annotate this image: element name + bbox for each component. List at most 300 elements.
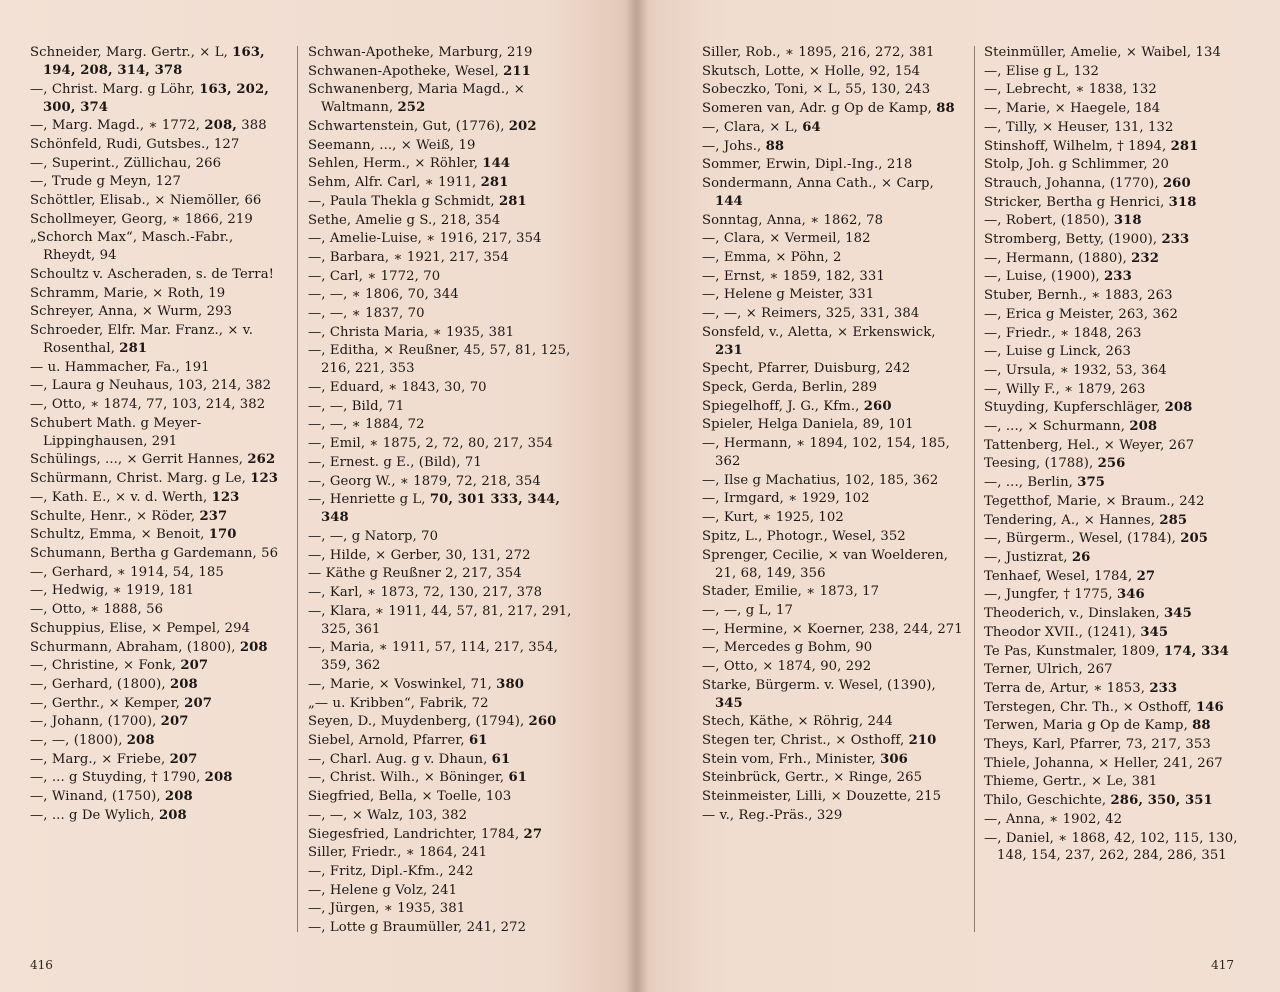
index-entry <box>308 249 572 267</box>
entry-text: —, Winand, (1750), <box>30 789 165 805</box>
index-entry <box>984 231 1246 249</box>
index-entry <box>702 583 964 601</box>
entry-text: —, Amelie-Luise, ∗ 1916, 217, 354 <box>308 231 542 247</box>
index-entry <box>984 343 1246 361</box>
entry-text: —, Carl, ∗ 1772, 70 <box>308 268 441 284</box>
entry-text: Te Pas, Kunstmaler, 1809, <box>984 643 1164 659</box>
entry-text: —, Maria, ∗ 1911, 57, 114, 217, 354, 359, 362 <box>308 640 559 674</box>
entry-page-ref-bold: 318 <box>1113 213 1142 229</box>
entry-text: —, ..., Berlin, <box>984 475 1078 491</box>
index-entry <box>30 117 286 135</box>
entry-text: —, Marg. Magd., ∗ 1772, <box>30 118 205 134</box>
entry-text: —, Laura g Neuhaus, 103, 214, 382 <box>30 378 272 394</box>
entry-text: Seyen, D., Muydenberg, (1794), <box>308 714 529 730</box>
index-entry <box>30 322 286 358</box>
entry-text: —, Marie, × Voswinkel, 71, <box>308 676 497 692</box>
entry-text: —, Lebrecht, ∗ 1838, 132 <box>984 82 1157 98</box>
index-entry <box>30 807 286 825</box>
index-entry <box>984 699 1246 717</box>
index-entry <box>30 303 286 321</box>
entry-page-ref-bold: 260 <box>863 398 892 414</box>
index-entry <box>308 268 572 286</box>
entry-page-ref-bold: 208, <box>204 118 237 134</box>
entry-page-ref-bold: 260 <box>528 714 557 730</box>
entry-text: Schwan-Apotheke, Marburg, 219 <box>308 45 533 60</box>
index-entry <box>30 285 286 303</box>
entry-page-ref-bold: 61 <box>468 733 488 749</box>
entry-text: —, Helene g Meister, 331 <box>702 287 875 303</box>
index-entry <box>30 451 286 469</box>
entry-text: —, —, Bild, 71 <box>308 398 405 414</box>
entry-page-ref-bold: 281 <box>1170 138 1199 154</box>
entry-page-ref-bold: 281 <box>119 341 148 357</box>
index-entry <box>702 547 964 583</box>
entry-text: —, Christ. Marg. g Löhr, <box>30 81 200 97</box>
entry-text: —, Hermine, × Koerner, 238, 244, 271 <box>702 621 963 637</box>
index-entry <box>308 305 572 323</box>
index-entry <box>702 156 964 174</box>
entry-text: Tattenberg, Hel., × Weyer, 267 <box>984 437 1195 453</box>
entry-text: Siller, Friedr., ∗ 1864, 241 <box>308 845 488 861</box>
index-entry <box>30 582 286 600</box>
index-entry <box>308 63 572 81</box>
entry-text: Schuppius, Elise, × Pempel, 294 <box>30 620 251 636</box>
index-entry <box>984 250 1246 268</box>
index-entry <box>308 118 572 136</box>
entry-text: —, Hilde, × Gerber, 30, 131, 272 <box>308 547 531 563</box>
entry-page-ref-bold: 207 <box>169 751 198 767</box>
entry-text: Schroeder, Elfr. Mar. Franz., × v. Rosenthal, <box>30 323 254 357</box>
entry-text: Schwanenberg, Maria Magd., × Waltmann, <box>308 82 525 116</box>
column-divider <box>297 46 298 932</box>
entry-text: —, Paula Thekla g Schmidt, <box>308 193 499 209</box>
index-entry <box>308 155 572 173</box>
entry-page-ref-bold: 208 <box>158 807 187 823</box>
entry-page-ref-bold: 375 <box>1077 475 1106 491</box>
entry-text: —, Tilly, × Heuser, 131, 132 <box>984 119 1174 135</box>
entry-text: Tendering, A., × Hannes, <box>984 512 1160 528</box>
entry-text: Schneider, Marg. Gertr., × L, <box>30 45 233 60</box>
index-entry <box>702 732 964 750</box>
entry-text: Tenhaef, Wesel, 1784, <box>984 568 1137 584</box>
entry-text: Stolp, Joh. g Schlimmer, 20 <box>984 157 1169 173</box>
entry-text: —, Ursula, ∗ 1932, 53, 364 <box>984 362 1167 378</box>
entry-page-ref-bold: 88 <box>765 138 785 154</box>
index-entry <box>702 435 964 471</box>
entry-text: —, Kurt, ∗ 1925, 102 <box>702 510 844 526</box>
entry-text: Stinshoff, Wilhelm, † 1894, <box>984 138 1171 154</box>
entry-page-ref-bold: 208 <box>164 789 193 805</box>
entry-page-ref-bold: 144 <box>482 156 511 172</box>
entry-text: —, Ernst, ∗ 1859, 182, 331 <box>702 268 885 284</box>
entry-text: —, Ernest. g E., (Bild), 71 <box>308 454 482 470</box>
index-entry <box>984 530 1246 548</box>
entry-text: —, Hermann, ∗ 1894, 102, 154, 185, 362 <box>702 436 950 470</box>
entry-text: Starke, Bürgerm. v. Wesel, (1390), <box>702 677 936 693</box>
entry-text: Sprenger, Cecilie, × van Woelderen, 21, 68, 149, 356 <box>702 547 949 581</box>
index-entry <box>702 639 964 657</box>
index-entry <box>702 398 964 416</box>
index-entry <box>984 605 1246 623</box>
entry-page-ref-bold: 64 <box>802 119 821 135</box>
index-entry <box>984 736 1246 754</box>
entry-text: Stricker, Bertha g Henrici, <box>984 194 1169 210</box>
index-entry <box>30 788 286 806</box>
index-entry <box>702 472 964 490</box>
entry-page-ref-bold: 345 <box>1164 606 1192 622</box>
entry-page-ref-bold: 208 <box>126 733 155 749</box>
index-entry <box>984 568 1246 586</box>
index-entry <box>702 81 964 99</box>
index-entry <box>30 751 286 769</box>
entry-text: Schülings, ..., × Gerrit Hannes, <box>30 452 248 468</box>
entry-text: Speck, Gerda, Berlin, 289 <box>702 380 878 396</box>
index-entry <box>30 676 286 694</box>
entry-text: Sehlen, Herm., × Röhler, <box>308 156 483 172</box>
entry-text: —, Mercedes g Bohm, 90 <box>702 640 873 656</box>
index-entry <box>308 81 572 117</box>
index-column <box>30 44 286 826</box>
column-divider <box>974 46 975 932</box>
entry-text: Stein vom, Frh., Minister, <box>702 751 881 767</box>
entry-page-ref-bold: 146 <box>1196 699 1224 715</box>
index-entry <box>984 755 1246 773</box>
entry-text: Thilo, Geschichte, <box>984 793 1111 809</box>
entry-text: —, Lotte g Braumüller, 241, 272 <box>308 920 527 936</box>
entry-text: —, Luise g Linck, 263 <box>984 344 1131 360</box>
index-entry <box>30 470 286 488</box>
entry-text: Siegesfried, Landrichter, 1784, <box>308 826 524 842</box>
index-entry <box>308 491 572 527</box>
entry-text: Terstegen, Chr. Th., × Osthoff, <box>984 699 1196 715</box>
entry-text: — u. Hammacher, Fa., 191 <box>30 359 210 375</box>
entry-page-ref-bold: 233 <box>1104 269 1132 285</box>
index-entry <box>308 584 572 602</box>
entry-text: —, Irmgard, ∗ 1929, 102 <box>702 491 870 507</box>
entry-text: Skutsch, Lotte, × Holle, 92, 154 <box>702 63 921 79</box>
entry-text: —, —, ∗ 1884, 72 <box>308 417 425 433</box>
index-entry <box>308 826 572 844</box>
index-entry <box>702 212 964 230</box>
page-417 <box>636 0 1280 992</box>
index-entry <box>984 44 1246 62</box>
entry-page-ref-bold: 207 <box>180 658 209 674</box>
entry-text: Steinbrück, Gertr., × Ringe, 265 <box>702 770 923 786</box>
entry-text: —, Jungfer, † 1775, <box>984 587 1117 603</box>
index-entry <box>30 211 286 229</box>
entry-text: — Käthe g Reußner 2, 217, 354 <box>308 566 522 582</box>
entry-text: Sehm, Alfr. Carl, ∗ 1911, <box>308 175 481 191</box>
index-entry <box>308 435 572 453</box>
index-entry <box>30 415 286 451</box>
entry-page-ref-bold: 27 <box>523 826 543 842</box>
index-entry <box>702 751 964 769</box>
index-entry <box>308 44 572 62</box>
book-gutter <box>626 0 648 992</box>
entry-text: Tegetthof, Marie, × Braum., 242 <box>984 493 1205 509</box>
entry-text: —, ... g De Wylich, <box>30 807 159 823</box>
index-entry <box>30 173 286 191</box>
entry-text: —, Klara, ∗ 1911, 44, 57, 81, 217, 291, 325, 361 <box>308 603 572 637</box>
entry-page-ref-bold: 232 <box>1131 250 1159 266</box>
index-entry <box>308 193 572 211</box>
index-entry <box>984 381 1246 399</box>
entry-text: —, Justizrat, <box>984 549 1072 565</box>
index-entry <box>308 882 572 900</box>
index-entry <box>308 807 572 825</box>
index-entry <box>30 769 286 787</box>
index-entry <box>984 138 1246 156</box>
index-entry <box>984 306 1246 324</box>
index-entry <box>984 325 1246 343</box>
index-entry <box>30 508 286 526</box>
index-entry <box>30 545 286 563</box>
entry-text: —, Eduard, ∗ 1843, 30, 70 <box>308 380 487 396</box>
index-entry <box>702 324 964 360</box>
index-entry <box>30 639 286 657</box>
entry-text: Terra de, Artur, ∗ 1853, <box>984 680 1150 696</box>
index-entry <box>308 230 572 248</box>
entry-text: Siegfried, Bella, × Toelle, 103 <box>308 789 512 805</box>
entry-text: Terwen, Maria g Op de Kamp, <box>984 718 1193 734</box>
entry-text: —, Clara, × L, <box>702 119 803 135</box>
entry-page-ref-bold: 207 <box>184 695 212 711</box>
entry-text: Schoultz v. Ascheraden, s. de Terra! <box>30 267 275 283</box>
index-entry <box>30 192 286 210</box>
index-entry <box>702 63 964 81</box>
entry-text: —, Christ. Wilh., × Böninger, <box>308 770 509 786</box>
index-entry <box>702 509 964 527</box>
entry-text: Theoderich, v., Dinslaken, <box>984 606 1165 622</box>
entry-page-ref-bold: 318 <box>1168 194 1197 210</box>
index-entry <box>984 194 1246 212</box>
index-entry <box>984 717 1246 735</box>
entry-text: —, Marie, × Haegele, 184 <box>984 101 1161 117</box>
index-entry <box>702 360 964 378</box>
entry-text: Schubert Math. g Meyer-Lippinghausen, 291 <box>30 415 202 449</box>
entry-page-ref-bold: 256 <box>1097 456 1126 472</box>
index-entry <box>308 473 572 491</box>
entry-text: Schurmann, Abraham, (1800), <box>30 639 240 655</box>
index-entry <box>702 100 964 118</box>
entry-text: — v., Reg.-Präs., 329 <box>702 807 843 823</box>
index-column <box>984 44 1246 866</box>
entry-text: Sommer, Erwin, Dipl.-Ing., 218 <box>702 157 913 173</box>
index-entry <box>984 212 1246 230</box>
entry-page-ref-bold: 286, 350, 351 <box>1110 793 1213 809</box>
entry-text: Schramm, Marie, × Roth, 19 <box>30 285 226 301</box>
entry-page-ref-bold: 210 <box>908 733 937 749</box>
index-entry <box>30 396 286 414</box>
entry-text: —, —, ∗ 1837, 70 <box>308 306 425 322</box>
entry-text: Sonntag, Anna, ∗ 1862, 78 <box>702 212 884 228</box>
index-entry <box>308 788 572 806</box>
entry-text: Stader, Emilie, ∗ 1873, 17 <box>702 584 880 600</box>
index-column <box>702 44 964 826</box>
entry-text: Specht, Pfarrer, Duisburg, 242 <box>702 361 911 377</box>
entry-text: —, —, × Reimers, 325, 331, 384 <box>702 306 920 322</box>
index-entry <box>308 324 572 342</box>
index-entry <box>30 564 286 582</box>
entry-text: Stuyding, Kupferschläger, <box>984 400 1165 416</box>
entry-text: Stegen ter, Christ., × Osthoff, <box>702 733 909 749</box>
entry-text: —, Daniel, ∗ 1868, 42, 102, 115, 130, 148, 154, 237, 262, 284, 286, 351 <box>984 830 1238 864</box>
entry-text: —, Karl, ∗ 1873, 72, 130, 217, 378 <box>308 585 543 600</box>
entry-text: —, Georg W., ∗ 1879, 72, 218, 354 <box>308 473 541 489</box>
index-entry <box>702 677 964 713</box>
entry-page-ref-bold: 345 <box>715 695 743 711</box>
entry-text: —, Editha, × Reußner, 45, 57, 81, 125, 216, 221, 353 <box>308 343 571 377</box>
index-entry <box>30 620 286 638</box>
index-entry <box>984 830 1246 866</box>
entry-text: —, Trude g Meyn, 127 <box>30 174 182 190</box>
entry-text: Schulte, Henr., × Röder, <box>30 508 200 524</box>
index-entry <box>984 268 1246 286</box>
index-entry <box>984 643 1246 661</box>
entry-text: —, Marg., × Friebe, <box>30 751 170 767</box>
entry-text: Siebel, Arnold, Pfarrer, <box>308 733 469 749</box>
entry-text: Thiele, Johanna, × Heller, 241, 267 <box>984 755 1223 771</box>
page-416 <box>0 0 636 992</box>
entry-text: —, Otto, ∗ 1888, 56 <box>30 602 164 618</box>
index-entry <box>984 362 1246 380</box>
entry-page-ref-bold: 345 <box>1140 624 1169 640</box>
index-entry <box>984 100 1246 118</box>
index-entry <box>308 676 572 694</box>
entry-text: Steinmüller, Amelie, × Waibel, 134 <box>984 45 1221 60</box>
entry-text: —, Helene g Volz, 241 <box>308 882 458 898</box>
entry-page-ref-bold: 174, 334 <box>1163 643 1229 659</box>
index-entry <box>30 732 286 750</box>
entry-page-ref-bold: 208 <box>169 676 198 692</box>
index-entry <box>984 63 1246 81</box>
entry-text: —, —, × Walz, 103, 382 <box>308 807 468 823</box>
index-entry <box>308 286 572 304</box>
index-entry <box>308 751 572 769</box>
index-entry <box>30 489 286 507</box>
index-entry <box>984 512 1246 530</box>
index-entry <box>984 156 1246 174</box>
entry-text: 388 <box>236 118 267 134</box>
entry-text: Spitz, L., Photogr., Wesel, 352 <box>702 528 906 544</box>
entry-text: —, —, (1800), <box>30 733 127 749</box>
index-entry <box>702 528 964 546</box>
index-entry <box>308 528 572 546</box>
entry-text: Theodor XVII., (1241), <box>984 624 1141 640</box>
entry-text: Schürmann, Christ. Marg. g Le, <box>30 471 251 487</box>
entry-text: Schreyer, Anna, × Wurm, 293 <box>30 304 233 320</box>
entry-page-ref-bold: 163, 202, 300, 374 <box>43 81 269 115</box>
entry-page-ref-bold: 306 <box>880 751 908 767</box>
index-entry <box>702 490 964 508</box>
entry-page-ref-bold: 61 <box>491 751 511 767</box>
entry-text: Stech, Käthe, × Röhrig, 244 <box>702 714 893 730</box>
index-entry <box>30 695 286 713</box>
entry-text: Steinmeister, Lilli, × Douzette, 215 <box>702 789 942 805</box>
entry-text: —, Johs., <box>702 138 766 154</box>
index-entry <box>702 230 964 248</box>
entry-page-ref-bold: 237 <box>199 508 228 524</box>
index-entry <box>984 175 1246 193</box>
entry-text: Thieme, Gertr., × Le, 381 <box>984 774 1158 790</box>
index-entry <box>308 900 572 918</box>
entry-text: —, Hermann, (1880), <box>984 250 1132 266</box>
entry-page-ref-bold: 281 <box>498 193 527 209</box>
entry-page-ref-bold: 163, 194, 208, 314, 378 <box>43 45 265 78</box>
entry-text: —, Charl. Aug. g v. Dhaun, <box>308 751 492 767</box>
entry-page-ref-bold: 262 <box>247 452 276 468</box>
index-entry <box>984 586 1246 604</box>
entry-text: Sonsfeld, v., Aletta, × Erkenswick, <box>702 324 936 340</box>
index-entry <box>308 454 572 472</box>
index-entry <box>308 919 572 937</box>
index-entry <box>984 493 1246 511</box>
entry-text: —, ... g Stuyding, † 1790, <box>30 770 205 786</box>
entry-text: —, Jürgen, ∗ 1935, 381 <box>308 901 466 917</box>
entry-text: Schultz, Emma, × Benoit, <box>30 527 209 543</box>
index-entry <box>702 268 964 286</box>
index-entry <box>308 565 572 583</box>
index-entry <box>702 769 964 787</box>
entry-text: —, —, g Natorp, 70 <box>308 528 439 544</box>
entry-text: Siller, Rob., ∗ 1895, 216, 272, 381 <box>702 45 935 60</box>
entry-page-ref-bold: 123 <box>250 471 279 487</box>
index-entry <box>702 138 964 156</box>
entry-text: —, Elise g L, 132 <box>984 63 1100 79</box>
entry-text: —, Christa Maria, ∗ 1935, 381 <box>308 324 515 340</box>
index-entry <box>984 661 1246 679</box>
index-entry <box>702 713 964 731</box>
index-entry <box>308 713 572 731</box>
entry-text: Strauch, Johanna, (1770), <box>984 175 1163 191</box>
index-entry <box>308 863 572 881</box>
index-entry <box>308 603 572 639</box>
entry-text: —, Willy F., ∗ 1879, 263 <box>984 381 1146 397</box>
entry-text: —, —, g L, 17 <box>702 602 793 618</box>
entry-text: Schwanen-Apotheke, Wesel, <box>308 63 504 79</box>
entry-page-ref-bold: 346 <box>1116 587 1145 603</box>
index-entry <box>702 119 964 137</box>
entry-text: —, Fritz, Dipl.-Kfm., 242 <box>308 863 474 879</box>
index-entry <box>308 769 572 787</box>
entry-page-ref-bold: 70, 301 333, 344, 348 <box>321 492 561 526</box>
entry-text: —, Barbara, ∗ 1921, 217, 354 <box>308 249 509 265</box>
entry-page-ref-bold: 285 <box>1159 512 1188 528</box>
index-entry <box>308 639 572 675</box>
entry-text: —, Bürgerm., Wesel, (1784), <box>984 531 1181 547</box>
entry-text: Schollmeyer, Georg, ∗ 1866, 219 <box>30 211 253 227</box>
entry-page-ref-bold: 123 <box>211 489 240 505</box>
index-entry <box>308 342 572 378</box>
index-entry <box>308 212 572 230</box>
entry-text: Stromberg, Betty, (1900), <box>984 232 1162 248</box>
entry-page-ref-bold: 233 <box>1149 680 1178 696</box>
index-entry <box>30 81 286 117</box>
index-entry <box>984 81 1246 99</box>
index-entry <box>308 547 572 565</box>
entry-text: Schumann, Bertha g Gardemann, 56 <box>30 546 279 561</box>
entry-page-ref-bold: 252 <box>397 100 426 116</box>
entry-text: Stuber, Bernh., ∗ 1883, 263 <box>984 288 1173 304</box>
entry-text: Schwartenstein, Gut, (1776), <box>308 119 509 135</box>
index-entry <box>30 601 286 619</box>
entry-text: Sobeczko, Toni, × L, 55, 130, 243 <box>702 82 931 98</box>
index-entry <box>702 286 964 304</box>
entry-text: —, Hedwig, ∗ 1919, 181 <box>30 583 195 599</box>
index-entry <box>984 437 1246 455</box>
entry-text: —, Christine, × Fonk, <box>30 658 181 674</box>
entry-text: —, Friedr., ∗ 1848, 263 <box>984 325 1142 341</box>
